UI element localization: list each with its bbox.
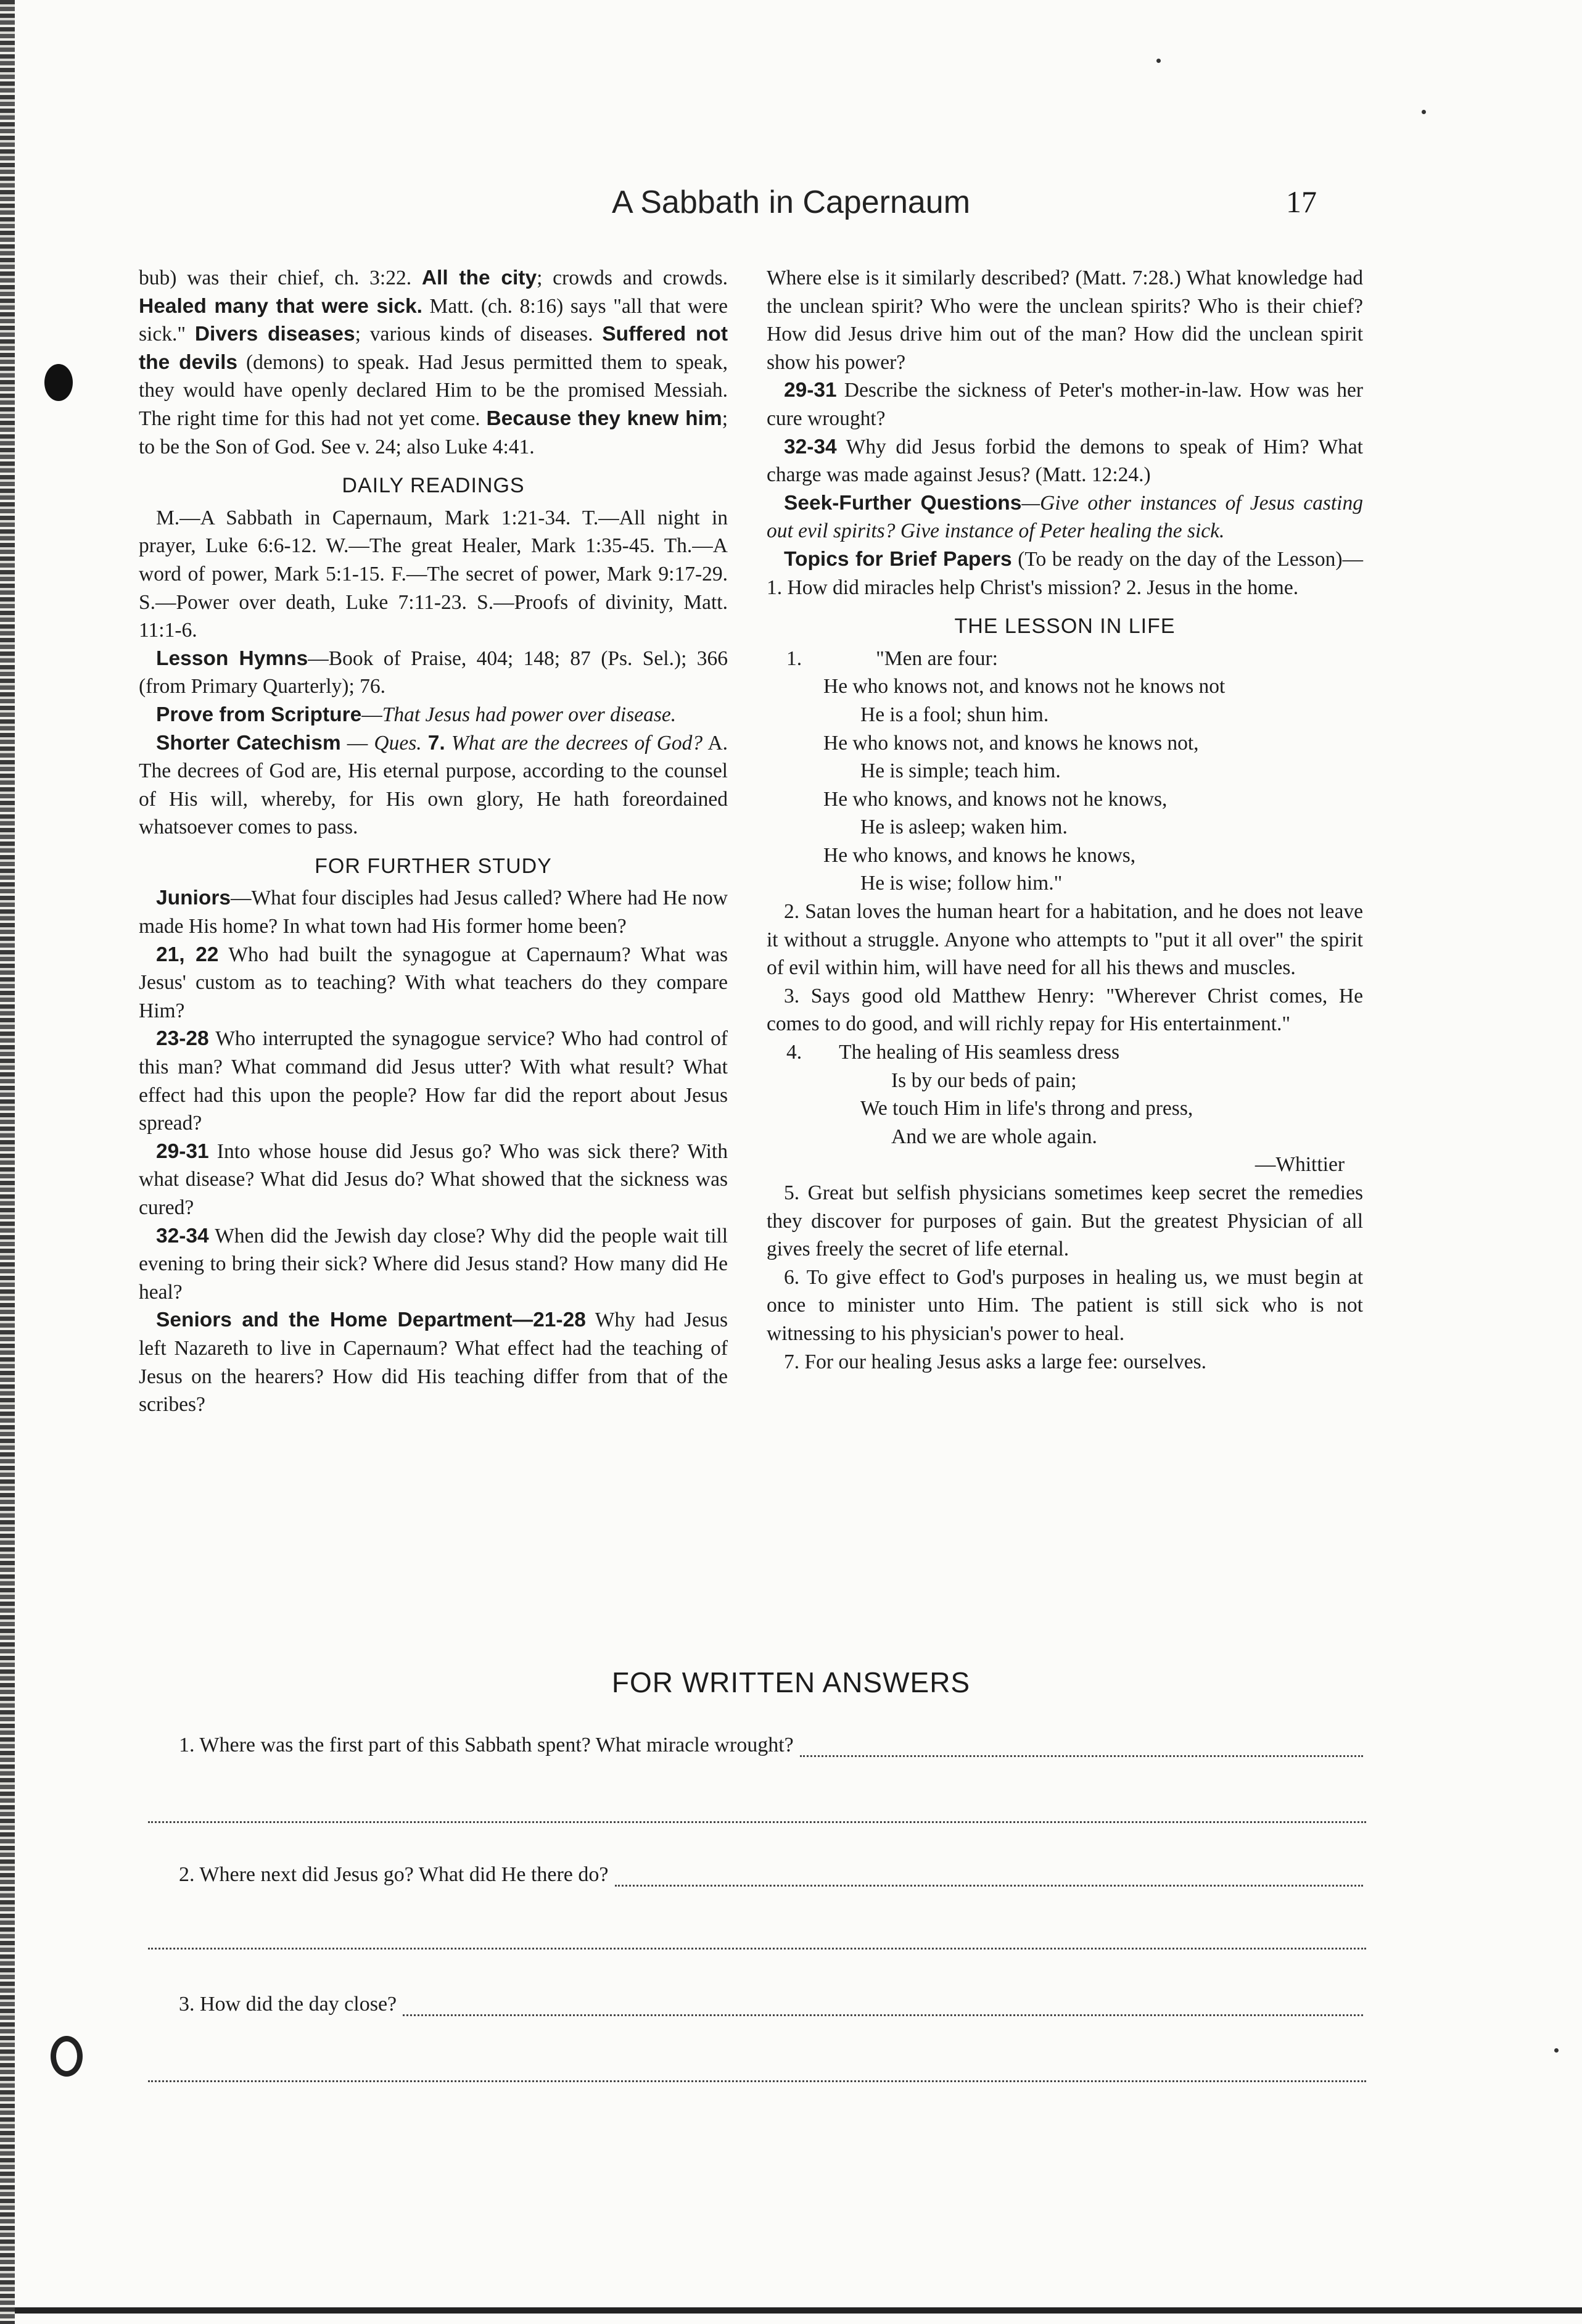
text: — — [361, 703, 382, 726]
written-question — [179, 1863, 1363, 1887]
further-item — [139, 1025, 728, 1137]
answer-blank[interactable] — [148, 1820, 1366, 1823]
bold-term: Divers diseases — [194, 323, 355, 346]
text: When did the Jewish day close? Why did the people wait till evening to bring their sick? Where did Jesus stand? How many did He heal? — [139, 1224, 728, 1304]
label: Lesson Hymns — [156, 647, 308, 670]
bold-term: Suffered not the devils — [139, 323, 728, 374]
answer-blank[interactable] — [800, 1739, 1363, 1757]
text: Why had Jesus left Nazareth to live in Capernaum? What effect had the teaching of Jesus on the hearers? How did His teaching differ from that of the scribes? — [139, 1309, 728, 1416]
poem-line: He who knows not, and knows not he knows not — [823, 675, 1226, 698]
label: Prove from Scripture — [156, 703, 362, 726]
further-item — [139, 1306, 728, 1418]
page-number: 17 — [1286, 184, 1317, 219]
text: ; to be the Son of God. See v. 24; also Luke 4:41. — [139, 407, 728, 458]
running-title: A Sabbath in Capernaum — [611, 184, 971, 220]
speck — [1156, 59, 1161, 63]
item-number: 4. — [786, 1041, 802, 1064]
poem-men-are-four — [786, 645, 1363, 898]
text: Why did Jesus forbid the demons to speak of Him? What charge was made against Jesus? (Matt. 12:24.) — [767, 435, 1363, 487]
lesson-in-life-heading: THE LESSON IN LIFE — [954, 614, 1176, 639]
italic-text: —Give other instances of Jesus casting out evil spirits? Give instance of Peter healing the sick. — [767, 491, 1363, 543]
written-question — [179, 1993, 1363, 2016]
poem-text: "Men are four: — [876, 647, 998, 670]
label: Juniors — [156, 887, 231, 910]
bold-term: Because they knew him — [486, 407, 722, 430]
further-item — [139, 1222, 728, 1307]
item-number: 1. — [786, 647, 802, 670]
poem-line: He who knows, and knows he knows, — [823, 843, 1136, 867]
left-column — [139, 264, 728, 1419]
text: A. The decrees of God are, His eternal purpose, according to the counsel of His will, whereby, for His own glory, He hath foreordained whatsoever comes to pass. — [139, 731, 728, 839]
questions-paragraph: Where else is it similarly described? (Matt. 7:28.) What knowledge had the unclean spirit? Who were the unclean spirits? Who is their chief? How did Jesus drive him out of the man? How did the unclean spirit show his power? — [767, 267, 1363, 374]
life-paragraph: 5. Great but selfish physicians sometimes keep secret the remedies they discover for purposes of gain. But the greatest Physician of all gives freely the secret of life eternal. — [767, 1181, 1363, 1261]
poem-line: He who knows, and knows not he knows, — [823, 787, 1168, 811]
binding-edge — [0, 0, 15, 2324]
italic-text: That Jesus had power over disease. — [382, 703, 677, 726]
seek-further — [767, 489, 1363, 545]
answer-blank[interactable] — [148, 2079, 1366, 2082]
topics-brief-papers — [767, 545, 1363, 602]
poem-line: He is simple; teach him. — [860, 759, 1061, 783]
prove-from-scripture — [139, 701, 728, 729]
life-paragraph: 2. Satan loves the human heart for a habitation, and he does not leave it without a struggle. Anyone who attempts to "put it all over" the spirit of evil within him, will have need for all his thews and muscles. — [767, 900, 1363, 980]
label: 32-34 — [784, 435, 837, 458]
lesson-hymns — [139, 645, 728, 701]
poem-line: He who knows not, and knows he knows not, — [823, 731, 1199, 755]
poem-line: We touch Him in life's throng and press, — [860, 1097, 1193, 1120]
poem-line: Is by our beds of pain; — [891, 1069, 1077, 1092]
text: Who interrupted the synagogue service? Who had control of this man? What command did Jesus utter? With what result? What effect had this upon the people? How far did the report about Jesus spread? — [139, 1027, 728, 1135]
italic-text: What are the decrees of God? — [445, 731, 703, 755]
label: 23-28 — [156, 1027, 209, 1051]
daily-readings-heading: DAILY READINGS — [342, 474, 525, 498]
label: Seniors and the Home Department—21-28 — [156, 1309, 586, 1332]
poem-line — [786, 645, 1363, 673]
text: Describe the sickness of Peter's mother-in-law. How was her cure wrought? — [767, 379, 1363, 430]
life-paragraph: 3. Says good old Matthew Henry: "Wherever Christ comes, He comes to do good, and will richly repay for His entertainment." — [767, 984, 1363, 1036]
label: 21, 22 — [156, 943, 219, 966]
punch-hole — [44, 364, 73, 401]
poem-whittier — [786, 1038, 1363, 1151]
question-item — [767, 376, 1363, 432]
text: Matt. (ch. 8:16) says "all that were sick." — [139, 294, 728, 346]
italic-text: Ques. — [374, 731, 428, 755]
text: —Book of Praise, 404; 148; 87 (Ps. Sel.); 366 (from Primary Quarterly); 76. — [139, 647, 728, 698]
poem-line: He is a fool; shun him. — [860, 703, 1049, 726]
question-number: 7. — [427, 731, 445, 755]
text: — — [340, 731, 374, 755]
question-text: 2. Where next did Jesus go? What did He there do? — [179, 1863, 609, 1886]
right-column — [767, 264, 1363, 1376]
answer-blank[interactable] — [403, 1998, 1363, 2016]
speck — [1422, 110, 1426, 114]
poem-attribution: —Whittier — [1254, 1153, 1345, 1176]
text: bub) was their chief, ch. 3:22. — [139, 267, 422, 289]
life-paragraph: 7. For our healing Jesus asks a large fee: ourselves. — [784, 1350, 1207, 1373]
text: (To be ready on the day of the Lesson)—1. How did miracles help Christ's mission? 2. Jesus in the home. — [767, 547, 1363, 599]
label: Shorter Catechism — [156, 731, 341, 755]
written-question — [179, 1734, 1363, 1757]
label: Seek-Further Questions — [784, 491, 1022, 515]
answer-blank[interactable] — [148, 1946, 1366, 1950]
question-item — [767, 433, 1363, 489]
written-answers-title: FOR WRITTEN ANSWERS — [611, 1666, 971, 1698]
label: 32-34 — [156, 1224, 209, 1247]
text: ; various kinds of diseases. — [355, 323, 603, 346]
text: Into whose house did Jesus go? Who was sick there? With what disease? What did Jesus do? What showed that the sickness was cured? — [139, 1139, 728, 1219]
question-text: 1. Where was the first part of this Sabbath spent? What miracle wrought? — [179, 1734, 794, 1756]
further-study-heading: FOR FURTHER STUDY — [315, 854, 552, 878]
speck — [1554, 2048, 1559, 2053]
text: Who had built the synagogue at Capernaum? What was Jesus' custom as to teaching? With what teachers do they compare Him? — [139, 943, 728, 1022]
text: —What four disciples had Jesus called? Where had He now made His home? In what town had His former home been? — [139, 887, 728, 938]
poem-line: He is wise; follow him." — [860, 872, 1063, 895]
daily-readings: M.—A Sabbath in Capernaum, Mark 1:21-34. T.—All night in prayer, Luke 6:6-12. W.—The great Healer, Mark 1:35-45. Th.—A word of power, Mark 5:1-15. F.—The secret of power, Mark 9:17-29. S.—Power over death, Luke 7:11-23. S.—Proofs of divinity, Matt. 11:1-6. — [139, 506, 728, 642]
commentary-paragraph — [139, 264, 728, 461]
text: ; crowds and crowds. — [537, 267, 728, 289]
label: 29-31 — [784, 379, 837, 402]
bold-term: Healed many that were sick. — [139, 294, 422, 318]
poem-line: He is asleep; waken him. — [860, 816, 1068, 839]
poem-line: And we are whole again. — [891, 1125, 1097, 1148]
shorter-catechism — [139, 729, 728, 842]
life-paragraph: 6. To give effect to God's purposes in healing us, we must begin at once to minister unto Him. The patient is still sick who is not witnessing to his physician's power to heal. — [767, 1265, 1363, 1345]
further-item — [139, 941, 728, 1025]
poem-text: The healing of His seamless dress — [839, 1041, 1120, 1064]
bottom-rule — [15, 2307, 1582, 2314]
further-item — [139, 1138, 728, 1222]
further-item — [139, 884, 728, 940]
punch-hole — [51, 2036, 83, 2077]
bold-term: All the city — [421, 267, 537, 289]
label: Topics for Brief Papers — [784, 547, 1012, 571]
label: 29-31 — [156, 1139, 209, 1163]
answer-blank[interactable] — [615, 1869, 1364, 1887]
text: (demons) to speak. Had Jesus permitted them to speak, they would have openly declared Him to be the promised Messiah. The right time for this had not yet come. — [139, 350, 728, 430]
question-text: 3. How did the day close? — [179, 1993, 397, 2016]
poem-line — [786, 1038, 1363, 1067]
